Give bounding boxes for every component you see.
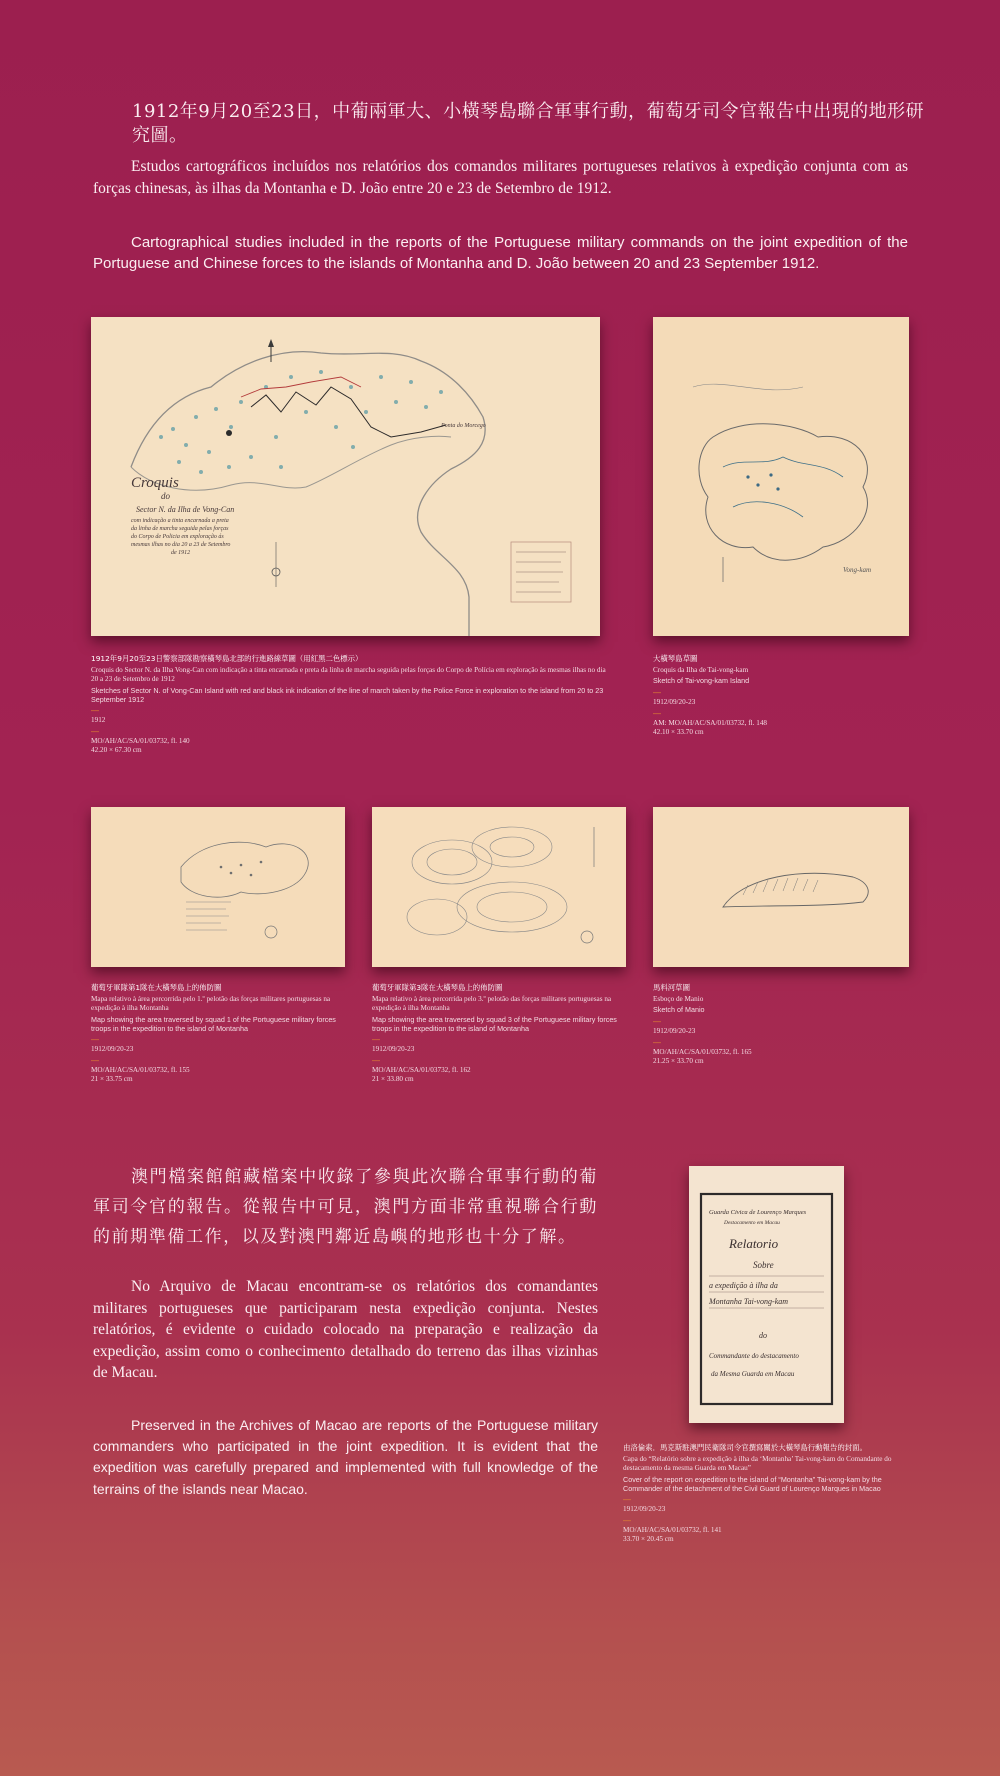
intro-chinese-heading: 1912年9月20至23日，中葡兩軍大、小橫琴島聯合軍事行動，葡萄牙司令官報告中出現的地形研究圖。 xyxy=(132,101,925,146)
figure-1-caption xyxy=(91,654,606,756)
caption-divider: — xyxy=(91,1056,99,1066)
figure-3-date: 1912/09/20-23 xyxy=(91,1045,134,1054)
figure-4-size: 21 × 33.80 cm xyxy=(372,1075,414,1084)
figure-1-title-zh: 1912年9月20至23日警察部隊勘察橫琴島北部的行進路線草圖（用紅黑二色標示） xyxy=(91,654,363,663)
caption-divider: — xyxy=(372,1056,380,1066)
figure-3-reference: MO/AH/AC/SA/01/03732, fl. 155 xyxy=(91,1066,190,1075)
figure-4-map-image xyxy=(372,807,626,967)
figure-4-title-pt: Mapa relativo à área percorrida pelo 3.º pelotão das forças militares portuguesas na expedição à ilha Montanha xyxy=(372,995,612,1013)
figure-5-reference: MO/AH/AC/SA/01/03732, fl. 165 xyxy=(653,1047,752,1056)
intro-english-text: Cartographical studies included in the reports of the Portuguese military commands on the joint expedition of the Portuguese and Chinese forces to the islands of Montanha and D. João between 20 and 23 September 1912. xyxy=(93,234,908,272)
cover-line: Commandante do destacamento xyxy=(709,1352,799,1360)
figure-4-title-en: Map showing the area traversed by squad 3 of the Portuguese military forces troops in the expedition to the island of Montanha xyxy=(372,1014,617,1033)
cover-line: Montanha Tai-vong-kam xyxy=(709,1297,789,1306)
figure-1-date: 1912 xyxy=(91,716,106,725)
figure-2-title-pt: Croquis da Ilha de Tai-vong-kam xyxy=(653,666,749,675)
figure-2-title-zh: 大橫琴島草圖 xyxy=(653,654,698,663)
figure-5-date: 1912/09/20-23 xyxy=(653,1026,696,1035)
caption-divider: — xyxy=(623,1495,631,1505)
cover-line: Guarda Civica de Lourenço Marques xyxy=(709,1209,807,1216)
figure-1-map-image xyxy=(91,317,600,636)
figure-5-caption xyxy=(653,983,909,1066)
figure-2-size: 42.10 × 33.70 cm xyxy=(653,728,704,737)
cover-line: do xyxy=(759,1331,767,1340)
figure-3-caption xyxy=(91,983,351,1085)
caption-divider: — xyxy=(653,687,661,697)
figure-5-size: 21.25 × 33.70 cm xyxy=(653,1057,704,1066)
caption-divider: — xyxy=(91,706,99,716)
figure-3-map-image xyxy=(91,807,345,967)
figure-1-size: 42.20 × 67.30 cm xyxy=(91,746,142,755)
figure-6-caption xyxy=(623,1443,911,1545)
map1-title-line: do xyxy=(161,491,170,501)
figure-6-reference: MO/AH/AC/SA/01/03732, fl. 141 xyxy=(623,1526,722,1535)
caption-divider: — xyxy=(91,727,99,737)
figure-2-reference: AM: MO/AH/AC/SA/01/03732, fl. 148 xyxy=(653,718,768,727)
figure-6-date: 1912/09/20-23 xyxy=(623,1505,666,1514)
caption-divider: — xyxy=(623,1516,631,1526)
caption-divider: — xyxy=(91,1035,99,1045)
figure-1-title-en: Sketches of Sector N. of Vong-Can Island with red and black ink indication of the line of march taken by the Police Force in exploration to the island from 20 to 23 September 1912 xyxy=(91,685,604,704)
figure-3-title-en: Map showing the area traversed by squad 1 of the Portuguese military forces troops in the expedition to the island of Montanha xyxy=(91,1014,336,1033)
map1-title-croquis: Croquis xyxy=(131,475,179,491)
figure-6-title-zh: 由洛倫索．馬克斯駐澳門民衛隊司令官撰寫關於大橫琴島行動報告的封面。 xyxy=(623,1443,867,1452)
map1-title-line: mesmas ilhas no dia 20 a 23 de Setembro xyxy=(131,542,231,548)
cover-title: Relatorio xyxy=(729,1236,779,1251)
map1-place-label: Ponta do Morcego xyxy=(441,423,486,429)
figure-3-title-zh: 葡萄牙軍隊第1隊在大橫琴島上的佈防圖 xyxy=(91,983,222,992)
figure-6-title-pt: Capa do “Relatório sobre a expedição à ilha da ‘Montanha’ Tai-vong-kam do Comandante do destacamento da mesma Guarda em Macau” xyxy=(623,1455,892,1473)
figure-6-report-cover-image xyxy=(689,1166,844,1423)
figure-2-date: 1912/09/20-23 xyxy=(653,697,696,706)
intro-portuguese-text: Estudos cartográficos incluídos nos relatórios dos comandos militares portugueses relativos à expedição conjunta com as forças chinesas, às ilhas da Montanha e D. João entre 20 e 23 de Setembro de 1912. xyxy=(93,158,908,197)
cover-line: Sobre xyxy=(753,1260,774,1270)
figure-6-size: 33.70 × 20.45 cm xyxy=(623,1535,674,1544)
caption-divider: — xyxy=(653,1016,661,1026)
figure-5-title-pt: Esboço de Manio xyxy=(653,995,704,1004)
map1-title-line: com indicação a tinta encarnada a preta xyxy=(131,518,229,524)
figure-2-map-image xyxy=(653,317,909,636)
caption-divider: — xyxy=(653,708,661,718)
caption-divider: — xyxy=(372,1035,380,1045)
figure-3-title-pt: Mapa relativo à área percorrida pelo 1.º pelotão das forças militares portuguesas na expedição à ilha Montanha xyxy=(91,995,331,1013)
figure-5-title-zh: 馬料河草圖 xyxy=(653,983,690,992)
map1-title-line: de 1912 xyxy=(171,550,191,556)
figure-6-title-en: Cover of the report on expedition to the island of “Montanha” Tai-vong-kam by the Commander of the detachment of the Civil Guard of Lourenço Marques in Macao xyxy=(623,1474,882,1493)
map1-title-line: da linha de marcha seguida pelas forças xyxy=(131,526,229,532)
figure-2-caption xyxy=(653,654,909,737)
figure-5-map-image xyxy=(653,807,909,967)
figure-4-reference: MO/AH/AC/SA/01/03732, fl. 162 xyxy=(372,1066,471,1075)
cover-line: Destacamento em Macau xyxy=(724,1220,780,1226)
map1-title-line: Sector N. da Ilha de Vong-Can xyxy=(136,505,235,514)
figure-1-title-pt: Croquis do Sector N. da Ilha Vong-Can com indicação a tinta encarnada e preta da linha de marcha seguida pelas forças do Corpo de Polícia em exploração às mesmas ilhas no dia 20 a 23 de Setembro de 1912 xyxy=(91,666,606,684)
caption-divider: — xyxy=(653,1037,661,1047)
figure-1-reference: MO/AH/AC/SA/01/03732, fl. 140 xyxy=(91,737,190,746)
map1-title-line: do Corpo de Policia em exploração ás xyxy=(131,534,224,540)
body-portuguese-text: No Arquivo de Macau encontram-se os relatórios dos comandantes militares portugueses que participaram nesta expedição conjunta. Nestes relatórios, é evidente o cuidado colocado na preparação e realização da expedição, assim como o conhecimento detalhado do terreno das ilhas vizinhas de Macau. xyxy=(93,1278,598,1381)
figure-5-title-en: Sketch of Manio xyxy=(653,1005,705,1015)
cover-line: da Mesma Guarda em Macau xyxy=(711,1370,795,1378)
figure-4-caption xyxy=(372,983,632,1085)
figure-4-date: 1912/09/20-23 xyxy=(372,1045,415,1054)
body-english-text: Preserved in the Archives of Macao are reports of the Portuguese military commanders who participated in the joint expedition. It is evident that the expedition was carefully prepared and implemented with full knowledge of the terrains of the islands near Macao. xyxy=(93,1417,598,1497)
cover-line: a expedição à ilha da xyxy=(709,1281,778,1290)
map2-label: Vong-kam xyxy=(843,566,871,574)
figure-4-title-zh: 葡萄牙軍隊第3隊在大橫琴島上的佈防圖 xyxy=(372,983,503,992)
figure-2-title-en: Sketch of Tai-vong-kam Island xyxy=(653,676,750,686)
body-chinese-text: 澳門檔案館館藏檔案中收錄了參與此次聯合軍事行動的葡軍司令官的報告。從報告中可見，澳門方面非常重視聯合行動的前期準備工作，以及對澳門鄰近島嶼的地形也十分了解。 xyxy=(93,1167,598,1247)
figure-3-size: 21 × 33.75 cm xyxy=(91,1075,133,1084)
